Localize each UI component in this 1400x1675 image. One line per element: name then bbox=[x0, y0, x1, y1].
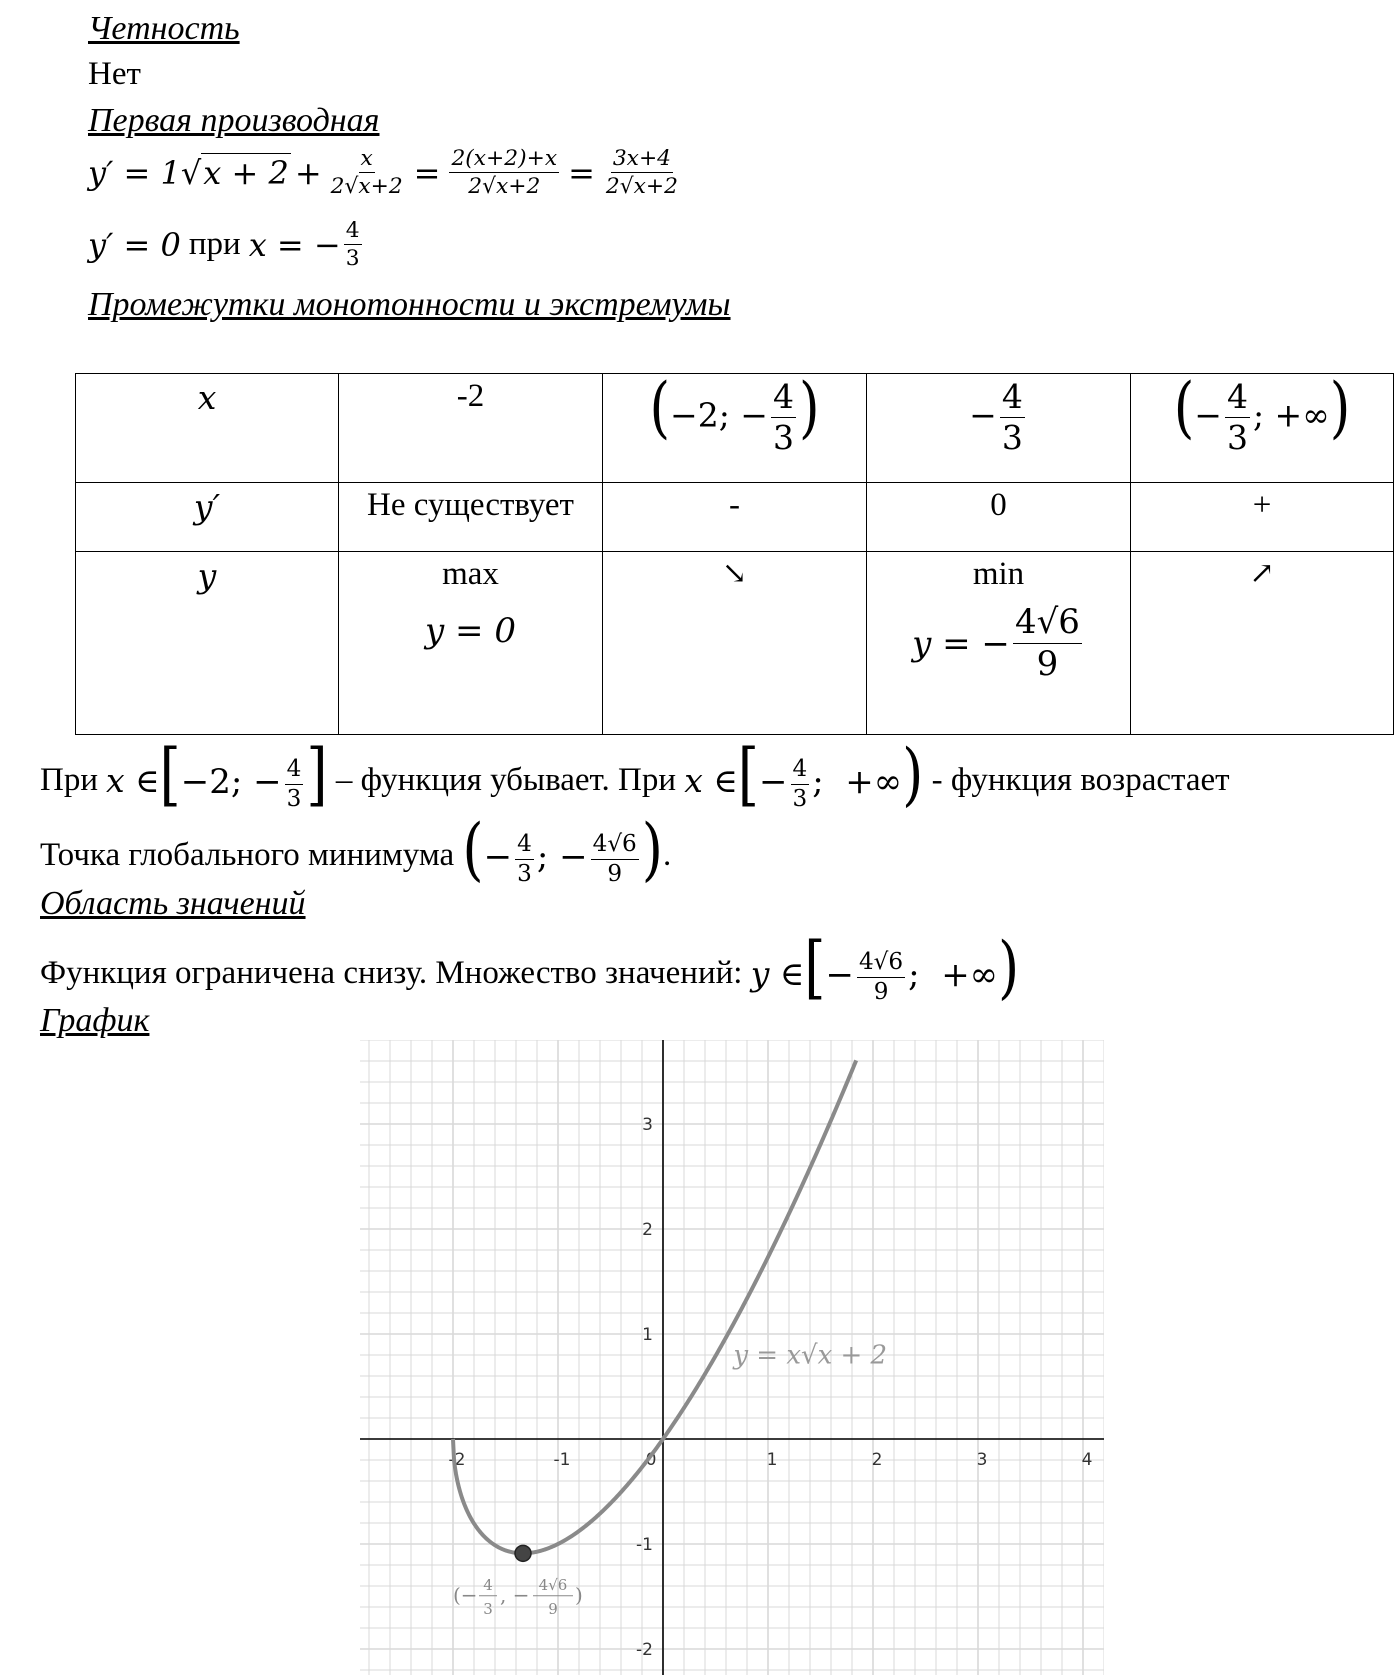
cell-y-1: max y = 0 bbox=[339, 552, 603, 735]
derivative-lhs: y′ = 1 bbox=[88, 153, 181, 192]
range-text: Функция ограничена снизу. Множество значений: y ∈ [− $\frac{4√6}{9}$ ; +∞) bbox=[40, 927, 1020, 1007]
svg-text:, −: , − bbox=[500, 1582, 530, 1607]
zero-x: x = − bbox=[248, 225, 341, 264]
cell-x-1: -2 bbox=[339, 374, 603, 483]
zero-fraction: $\frac{4}{3}$ bbox=[345, 218, 360, 272]
fraction-2: $\frac{2(x+2)+x}{2√x+2}$ bbox=[451, 146, 558, 200]
cell-x-2: (−2; − $\frac{4}{3}$ ) bbox=[603, 374, 867, 483]
monotonicity-conclusion: При x ∈ [−2; − $\frac{4}{3}$ ] – функция убывает. При x ∈ [− $\frac{4}{3}$ ; +∞) - функция возрастает bbox=[40, 734, 1230, 814]
zero-lhs: y′ = 0 bbox=[88, 225, 181, 264]
cell-y-3: min y = − $\frac{4√6}{9}$ bbox=[867, 552, 1131, 735]
global-minimum: Точка глобального минимума (− $\frac{4}{3}$ ; − $\frac{4√6}{9}$ ) . bbox=[40, 809, 672, 889]
svg-text:9: 9 bbox=[548, 1599, 558, 1618]
svg-text:(−: (− bbox=[453, 1582, 478, 1607]
parity-heading: Четность bbox=[88, 10, 240, 47]
svg-text:4: 4 bbox=[483, 1575, 493, 1594]
x-tick-label: 3 bbox=[976, 1450, 988, 1470]
row-label-yprime: y′ bbox=[76, 483, 339, 552]
x-tick-label: 0 bbox=[645, 1450, 657, 1470]
plus-sign: + bbox=[294, 153, 322, 192]
y-tick-label: 3 bbox=[642, 1115, 653, 1135]
derivative-formula bbox=[88, 146, 683, 199]
cell-yp-3: 0 bbox=[867, 483, 1131, 552]
equals-2: = bbox=[568, 153, 595, 192]
cell-x-3: − $\frac{4}{3}$ bbox=[867, 374, 1131, 483]
svg-text:3: 3 bbox=[483, 1599, 493, 1618]
cell-x-4: (− $\frac{4}{3}$ ; +∞) bbox=[1131, 374, 1394, 483]
x-tick-label: -2 bbox=[448, 1450, 466, 1470]
minimum-point bbox=[515, 1545, 531, 1561]
y-tick-label: -2 bbox=[636, 1640, 653, 1660]
parity-value: Нет bbox=[88, 56, 141, 92]
monotonicity-table bbox=[75, 370, 1394, 735]
cell-yp-1: Не существует bbox=[339, 483, 603, 552]
sqrt-x-plus-2: √x + 2 bbox=[180, 153, 289, 192]
derivative-zero bbox=[88, 218, 365, 271]
cell-yp-2: - bbox=[603, 483, 867, 552]
x-tick-label: 1 bbox=[766, 1450, 778, 1470]
decreasing-arrow-icon: ↘ bbox=[603, 552, 867, 735]
row-label-x: x bbox=[76, 374, 339, 483]
table-row-yprime bbox=[76, 483, 1394, 552]
grid-minor bbox=[360, 1040, 1104, 1675]
zero-pri: при bbox=[188, 226, 241, 263]
y-tick-label: 1 bbox=[642, 1325, 653, 1345]
fraction-1: $\frac{x}{2√x+2}$ bbox=[330, 146, 403, 200]
x-tick-label: 4 bbox=[1081, 1450, 1093, 1470]
function-curve bbox=[453, 1060, 856, 1553]
row-label-y: y bbox=[76, 552, 339, 735]
svg-text:4√6: 4√6 bbox=[538, 1575, 568, 1594]
range-heading: Область значений bbox=[40, 885, 306, 922]
derivative-heading: Первая производная bbox=[88, 102, 380, 139]
svg-text:): ) bbox=[575, 1582, 583, 1607]
y-tick-label: -1 bbox=[636, 1535, 653, 1555]
x-tick-label: 2 bbox=[871, 1450, 883, 1470]
graph-heading: График bbox=[40, 1002, 150, 1039]
monotonicity-heading: Промежутки монотонности и экстремумы bbox=[88, 286, 731, 323]
curve-label: y = x√x + 2 bbox=[733, 1340, 888, 1371]
minimum-point-label bbox=[453, 1576, 583, 1618]
increasing-arrow-icon: ↗ bbox=[1131, 552, 1394, 735]
table-row-x bbox=[76, 374, 1394, 483]
axes bbox=[360, 1040, 1104, 1675]
equals-1: = bbox=[413, 153, 441, 192]
grid-major bbox=[360, 1040, 1104, 1675]
y-tick-label: 2 bbox=[642, 1220, 653, 1240]
fraction-3: $\frac{3x+4}{2√x+2}$ bbox=[605, 146, 678, 200]
function-graph bbox=[360, 1040, 1104, 1675]
table-row-y bbox=[76, 552, 1394, 735]
x-tick-label: -1 bbox=[553, 1450, 571, 1470]
cell-yp-4: + bbox=[1131, 483, 1394, 552]
